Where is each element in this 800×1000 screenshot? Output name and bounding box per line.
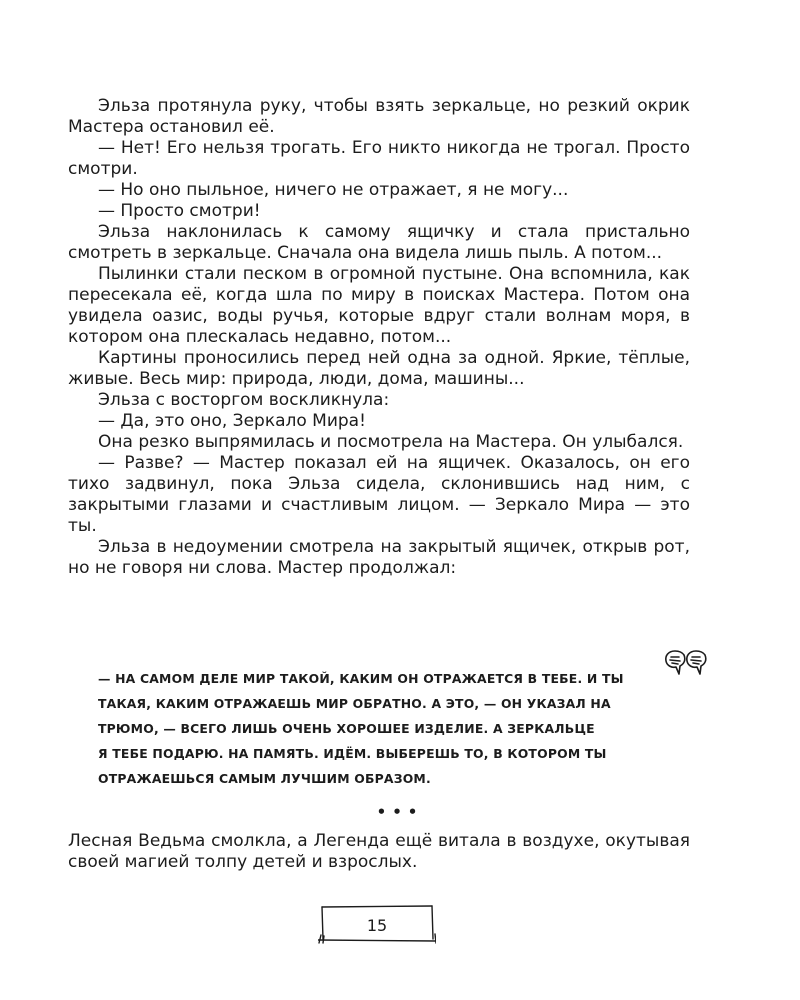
paragraph: Лесная Ведьма смолкла, а Легенда ещё витала в воздухе, окутывая своей магией толпу детей и взрослых.	[68, 831, 690, 872]
quote-line: ТАКАЯ, КАКИМ ОТРАЖАЕШЬ МИР ОБРАТНО. А ЭТО, — ОН УКАЗАЛ НА	[98, 696, 611, 711]
quote-block	[98, 666, 658, 791]
paragraph: Она резко выпрямилась и посмотрела на Мастера. Он улыбался.	[98, 432, 684, 452]
quote-line: Я ТЕБЕ ПОДАРЮ. НА ПАМЯТЬ. ИДЁМ. ВЫБЕРЕШЬ ТО, В КОТОРОМ ТЫ	[98, 746, 607, 761]
paragraph: — Разве? — Мастер показал ей на ящичек. Оказалось, он его тихо задвинул, пока Эльза сидела, склонившись над ним, с закрытыми глазами и счастливым лицом. — Зеркало Мира — это ты.	[68, 453, 690, 536]
quote-line: ОТРАЖАЕШЬСЯ САМЫМ ЛУЧШИМ ОБРАЗОМ.	[98, 771, 431, 786]
paragraph: Эльза протянула руку, чтобы взять зеркальце, но резкий окрик Мастера остановил её.	[68, 96, 690, 137]
paragraph: — Просто смотри!	[98, 201, 261, 221]
ending-text	[68, 831, 690, 873]
quote-line: ТРЮМО, — ВСЕГО ЛИШЬ ОЧЕНЬ ХОРОШЕЕ ИЗДЕЛИЕ. А ЗЕРКАЛЬЦЕ	[98, 721, 595, 736]
speech-bubbles-icon	[663, 648, 709, 678]
paragraph: Пылинки стали песком в огромной пустыне. Она вспомнила, как пересекала её, когда шла по миру в поисках Мастера. Потом она увидела оазис, воды ручья, которые вдруг стали волнам моря, в котором она плескалась недавно, потом...	[68, 264, 690, 347]
section-separator: •••	[376, 803, 424, 821]
paragraph: — Да, это оно, Зеркало Мира!	[98, 411, 366, 431]
paragraph: — Но оно пыльное, ничего не отражает, я не могу...	[98, 180, 569, 200]
paragraph: Эльза наклонилась к самому ящичку и стала пристально смотреть в зеркальце. Сначала она видела лишь пыль. А потом...	[68, 222, 690, 263]
paragraph: — Нет! Его нельзя трогать. Его никто никогда не трогал. Просто смотри.	[68, 138, 690, 179]
main-text	[68, 96, 690, 579]
paragraph: Картины проносились перед ней одна за одной. Яркие, тёплые, живые. Весь мир: природа, люди, дома, машины...	[68, 348, 690, 389]
page-number: 15	[366, 916, 388, 935]
quote-line: — НА САМОМ ДЕЛЕ МИР ТАКОЙ, КАКИМ ОН ОТРАЖАЕТСЯ В ТЕБЕ. И ТЫ	[98, 671, 624, 686]
paragraph: Эльза с восторгом воскликнула:	[98, 390, 390, 410]
paragraph: Эльза в недоумении смотрела на закрытый ящичек, открыв рот, но не говоря ни слова. Мастер продолжал:	[68, 537, 690, 578]
